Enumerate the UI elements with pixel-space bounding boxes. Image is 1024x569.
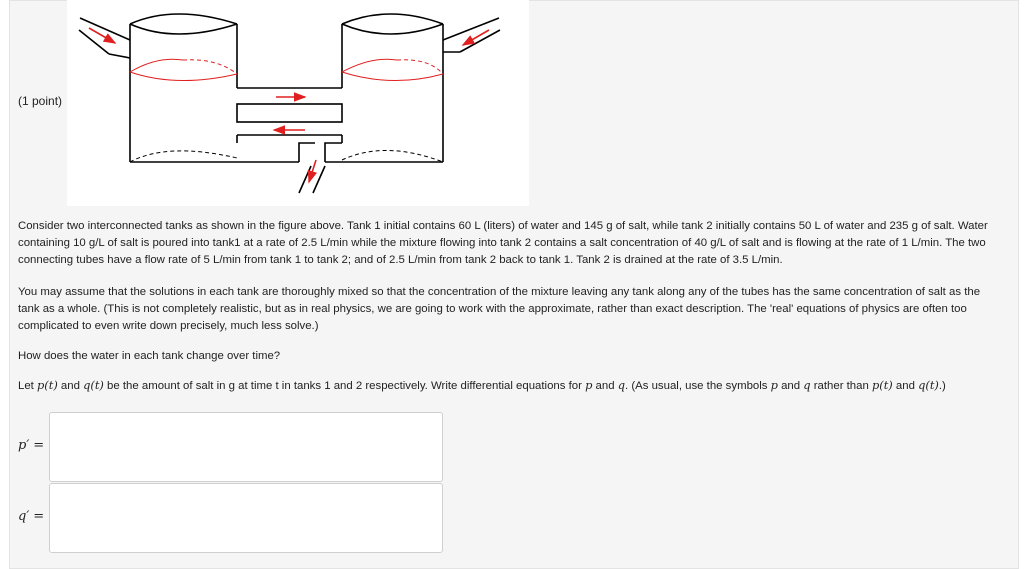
answer-label-p: p′ = <box>18 438 45 453</box>
problem-paragraph-assumption: You may assume that the solutions in each tank are thoroughly mixed so that the concentration of the mixture leaving any tank along any of the tubes has the same concentration of salt as the tank as a whole. (This is not completely realistic, but as in real physics, we are going to work with the approximate, rather than exact description. The 'real' equations of physics are often too complicated to even write down precisely, much less solve.) <box>18 286 981 332</box>
tank-2-water-level-front <box>342 59 397 72</box>
tank-1-water-level-front <box>130 59 183 72</box>
tank-diagram-svg <box>67 0 529 206</box>
answer-row-p <box>18 412 448 482</box>
answer-input-p[interactable] <box>49 412 443 482</box>
problem-paragraph-question: How does the water in each tank change over time? <box>18 350 281 362</box>
tank-2-water-level-back <box>342 72 443 81</box>
tank-2 <box>325 14 443 162</box>
drain-pipe-left <box>299 143 315 162</box>
drain-arrow <box>309 160 316 182</box>
point-value-label: (1 point) <box>18 94 63 108</box>
answer-input-q[interactable] <box>49 483 443 553</box>
answer-label-q: q′ = <box>18 509 45 524</box>
answer-row-q <box>18 483 448 553</box>
tank-1-water-level-back <box>130 72 237 81</box>
drain-pipe-right <box>325 143 342 162</box>
problem-paragraph-instructions: Let p(t) and q(t) be the amount of salt in g at time t in tanks 1 and 2 respectively. Write differential equations for p and q. (As usual, use the symbols p and q rather than p(t) and q(t).) <box>18 378 946 392</box>
tank-diagram <box>67 0 529 206</box>
middle-pipe <box>237 104 342 122</box>
problem-paragraph-setup: Consider two interconnected tanks as shown in the figure above. Tank 1 initial contains 60 L (liters) of water and 145 g of salt, while tank 2 initially contains 50 L of water and 235 g of salt. Water containing 10 g/L of salt is poured into tank1 at a rate of 2.5 L/min while the mixture flowing into tank 2 contains a salt concentration of 40 g/L of salt and is flowing at the rate of 1 L/min. The two connecting tubes have a flow rate of 5 L/min from tank 1 to tank 2; and of 2.5 L/min from tank 2 back to tank 1. Tank 2 is drained at the rate of 3.5 L/min. <box>18 220 988 266</box>
